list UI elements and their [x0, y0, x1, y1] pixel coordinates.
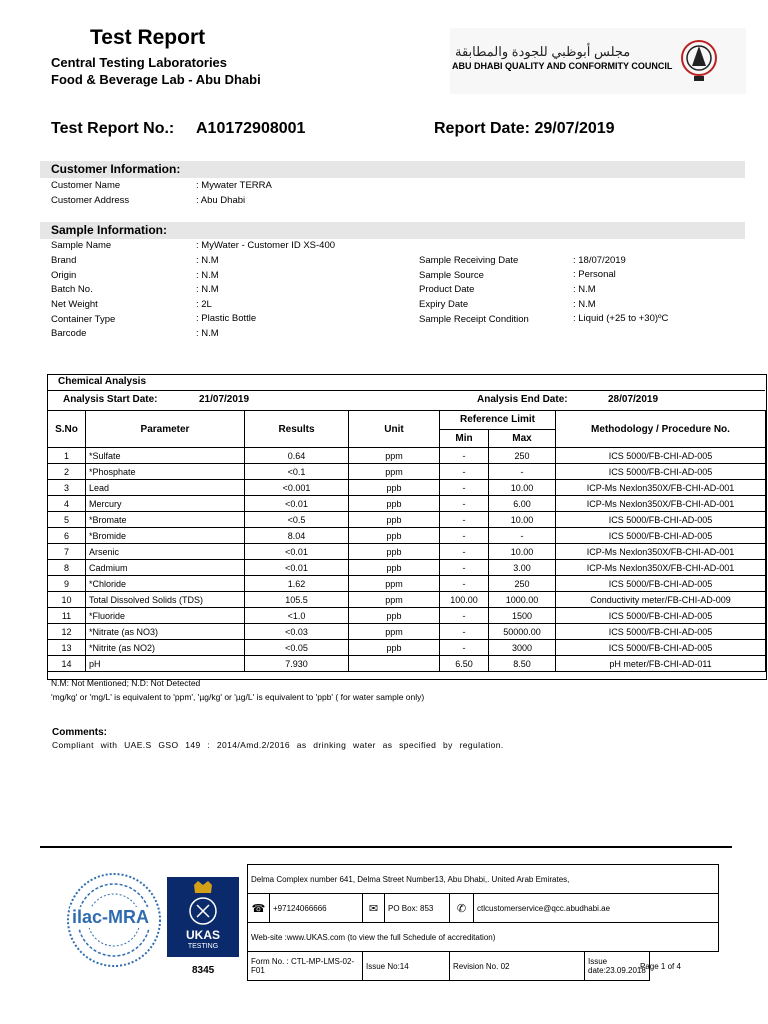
cell: ICS 5000/FB-CHI-AD-005 [556, 528, 766, 544]
cell: ppb [349, 640, 440, 656]
footer-phone: +97124066666 [270, 894, 363, 923]
sample-right-label: Expiry Date [419, 299, 469, 310]
cell: - [440, 560, 489, 576]
footer-form-no: Form No. : CTL-MP-LMS-02-F01 [248, 952, 363, 981]
cell: ICP-Ms Nexlon350X/FB-CHI-AD-001 [556, 496, 766, 512]
sample-left-label: Brand [51, 255, 77, 266]
cell: - [440, 608, 489, 624]
cell: - [440, 576, 489, 592]
cell: 6.50 [440, 656, 489, 672]
cell: 8.50 [489, 656, 556, 672]
cell: 1000.00 [489, 592, 556, 608]
mail-icon: ✆ [450, 894, 474, 923]
col-sno: S.No [48, 411, 86, 448]
cell: - [440, 464, 489, 480]
table-row [48, 576, 766, 592]
sample-right-value: : N.M [573, 299, 596, 310]
sample-left-value: : N.M [196, 328, 219, 339]
cell: 2 [48, 464, 86, 480]
cell: ICS 5000/FB-CHI-AD-005 [556, 512, 766, 528]
cell: <0.001 [245, 480, 349, 496]
cell: ICS 5000/FB-CHI-AD-005 [556, 640, 766, 656]
customer-address-label: Customer Address [51, 195, 130, 206]
cell: ppb [349, 528, 440, 544]
sample-left-value: : N.M [196, 255, 219, 266]
col-results: Results [245, 411, 349, 448]
falcon-emblem-icon [680, 36, 718, 84]
analysis-end-label: Analysis End Date: [477, 394, 568, 405]
sample-left-label: Container Type [51, 314, 116, 325]
cell: Conductivity meter/FB-CHI-AD-009 [556, 592, 766, 608]
cell: *Sulfate [86, 448, 245, 464]
cell: 13 [48, 640, 86, 656]
cell: *Nitrite (as NO2) [86, 640, 245, 656]
customer-info-band [40, 161, 745, 178]
cell: <0.05 [245, 640, 349, 656]
cell: 8.04 [245, 528, 349, 544]
sample-left-value: : Plastic Bottle [196, 313, 257, 324]
report-date-value: 29/07/2019 [534, 120, 615, 137]
cell: 10.00 [489, 512, 556, 528]
envelope-icon: ✉ [363, 894, 385, 923]
table-row [48, 624, 766, 640]
cell: ICS 5000/FB-CHI-AD-005 [556, 448, 766, 464]
customer-address-value: : Abu Dhabi [196, 195, 246, 206]
cell: 3 [48, 480, 86, 496]
cell: 1500 [489, 608, 556, 624]
cell: ICS 5000/FB-CHI-AD-005 [556, 576, 766, 592]
cell: ppb [349, 544, 440, 560]
cell: *Nitrate (as NO3) [86, 624, 245, 640]
sample-left-value: : 2L [196, 299, 212, 310]
footer-po-box: PO Box: 853 [385, 894, 450, 923]
customer-name-label: Customer Name [51, 180, 121, 191]
cell: ICS 5000/FB-CHI-AD-005 [556, 608, 766, 624]
sample-left-value: : N.M [196, 284, 219, 295]
sample-left-value: : N.M [196, 270, 219, 281]
ukas-number: 8345 [192, 965, 215, 976]
table-row [48, 656, 766, 672]
table-row [48, 512, 766, 528]
sample-left-label: Barcode [51, 328, 87, 339]
report-date [434, 120, 615, 138]
cell: *Bromide [86, 528, 245, 544]
cell: Total Dissolved Solids (TDS) [86, 592, 245, 608]
cell: Lead [86, 480, 245, 496]
cell: - [440, 528, 489, 544]
sample-left-label: Origin [51, 270, 77, 281]
cell: ppm [349, 592, 440, 608]
unit-equivalence-note: 'mg/kg' or 'mg/L' is equivalent to 'ppm', 'µg/kg' or 'µg/L' is equivalent to 'ppb' ( for water sample only) [51, 692, 425, 702]
cell: ICS 5000/FB-CHI-AD-005 [556, 624, 766, 640]
cell: ICS 5000/FB-CHI-AD-005 [556, 464, 766, 480]
lab-name: Central Testing Laboratories [51, 55, 228, 70]
col-max: Max [489, 429, 556, 448]
cell: - [440, 480, 489, 496]
footer-divider [40, 846, 732, 848]
results-table [47, 410, 766, 672]
col-parameter: Parameter [86, 411, 245, 448]
cell: <1.0 [245, 608, 349, 624]
cell: <0.03 [245, 624, 349, 640]
cell: ppb [349, 512, 440, 528]
cell: *Bromate [86, 512, 245, 528]
cell: 5 [48, 512, 86, 528]
ilac-mra-text: ilac-MRA [72, 907, 150, 927]
cell: 10.00 [489, 544, 556, 560]
cell: - [489, 528, 556, 544]
cell: ppb [349, 560, 440, 576]
cell: 250 [489, 448, 556, 464]
footer-email[interactable]: ctlcustomerservice@qcc.abudhabi.ae [474, 894, 719, 923]
cell: 7 [48, 544, 86, 560]
cell: ppb [349, 480, 440, 496]
cell: 3000 [489, 640, 556, 656]
cell: ICP-Ms Nexlon350X/FB-CHI-AD-001 [556, 544, 766, 560]
sample-right-value: : N.M [573, 284, 596, 295]
cell: 100.00 [440, 592, 489, 608]
cell [349, 656, 440, 672]
cell: <0.01 [245, 544, 349, 560]
report-no-label: Test Report No.: [51, 120, 175, 137]
cell: - [440, 544, 489, 560]
divider [47, 390, 765, 391]
cell: 9 [48, 576, 86, 592]
comments-text: Compliant with UAE.S GSO 149 : 2014/Amd.2/2016 as drinking water as specified by regulation. [52, 740, 504, 750]
sample-right-label: Product Date [419, 284, 475, 295]
cell: pH meter/FB-CHI-AD-011 [556, 656, 766, 672]
table-row [48, 496, 766, 512]
cell: ppm [349, 448, 440, 464]
table-row [48, 560, 766, 576]
cell: *Fluoride [86, 608, 245, 624]
report-no-value: A10172908001 [196, 120, 306, 137]
sample-right-value: : Liquid (+25 to +30)ºC [573, 313, 669, 324]
cell: 1 [48, 448, 86, 464]
sample-left-value: : MyWater - Customer ID XS-400 [196, 240, 336, 251]
sample-right-value: : 18/07/2019 [573, 255, 626, 266]
cell: 8 [48, 560, 86, 576]
analysis-start-label: Analysis Start Date: [63, 394, 158, 405]
cell: - [440, 496, 489, 512]
lab-division: Food & Beverage Lab - Abu Dhabi [51, 72, 261, 87]
cell: 14 [48, 656, 86, 672]
col-unit: Unit [349, 411, 440, 448]
footer-page: Page 1 of 4 [640, 962, 681, 971]
col-reference-limit: Reference Limit [440, 411, 556, 430]
footer-issue-no: Issue No:14 [363, 952, 450, 981]
col-min: Min [440, 429, 489, 448]
cell: Mercury [86, 496, 245, 512]
col-method: Methodology / Procedure No. [556, 411, 766, 448]
sample-info-band [40, 222, 745, 239]
table-row [48, 528, 766, 544]
cell: Cadmium [86, 560, 245, 576]
cell: 250 [489, 576, 556, 592]
cell: 3.00 [489, 560, 556, 576]
table-row [48, 608, 766, 624]
phone-icon: ☎ [248, 894, 270, 923]
cell: 6.00 [489, 496, 556, 512]
cell: 10 [48, 592, 86, 608]
sample-right-value: : Personal [573, 269, 616, 280]
cell: 11 [48, 608, 86, 624]
table-row [48, 592, 766, 608]
table-row [48, 464, 766, 480]
customer-name-value: : Mywater TERRA [196, 180, 272, 191]
ukas-logo-icon [167, 877, 239, 957]
cell: ppm [349, 624, 440, 640]
footer-issue-date: Issue date:23.09.2018 [585, 952, 650, 981]
sample-right-label: Sample Receiving Date [419, 255, 519, 266]
council-arabic-name: مجلس أبوظبي للجودة والمطابقة [455, 44, 631, 59]
analysis-end-value: 28/07/2019 [608, 394, 659, 405]
cell: <0.01 [245, 496, 349, 512]
cell: - [440, 448, 489, 464]
cell: - [489, 464, 556, 480]
cell: ICP-Ms Nexlon350X/FB-CHI-AD-001 [556, 480, 766, 496]
cell: ICP-Ms Nexlon350X/FB-CHI-AD-001 [556, 560, 766, 576]
cell: Arsenic [86, 544, 245, 560]
cell: - [440, 512, 489, 528]
comments-heading: Comments: [52, 727, 108, 738]
analysis-start-value: 21/07/2019 [199, 394, 250, 405]
table-row [48, 544, 766, 560]
cell: 4 [48, 496, 86, 512]
cell: - [440, 624, 489, 640]
cell: *Chloride [86, 576, 245, 592]
council-name: ABU DHABI QUALITY AND CONFORMITY COUNCIL [452, 61, 673, 71]
abbreviation-note: N.M: Not Mentioned; N.D: Not Detected [51, 678, 201, 688]
ukas-text: UKAS [185, 928, 220, 942]
footer-website[interactable]: Web-site :www.UKAS.com (to view the full Schedule of accreditation) [248, 923, 719, 952]
cell: - [440, 640, 489, 656]
footer-address: Delma Complex number 641, Delma Street Number13, Abu Dhabi,. United Arab Emirates, [248, 865, 719, 894]
sample-right-label: Sample Receipt Condition [419, 314, 529, 325]
cell: ppm [349, 464, 440, 480]
sample-left-label: Batch No. [51, 284, 93, 295]
cell: 1.62 [245, 576, 349, 592]
cell: 7.930 [245, 656, 349, 672]
report-title: Test Report [90, 26, 206, 49]
table-row [48, 480, 766, 496]
chemical-analysis-heading: Chemical Analysis [58, 376, 147, 387]
cell: 50000.00 [489, 624, 556, 640]
cell: <0.1 [245, 464, 349, 480]
report-date-label: Report Date: [434, 120, 531, 137]
cell: 12 [48, 624, 86, 640]
cell: *Phosphate [86, 464, 245, 480]
table-header-row [48, 411, 766, 430]
cell: ppm [349, 576, 440, 592]
sample-info-heading: Sample Information: [51, 223, 168, 237]
sample-right-label: Sample Source [419, 270, 484, 281]
cell: <0.5 [245, 512, 349, 528]
cell: 10.00 [489, 480, 556, 496]
ukas-subtext: TESTING [187, 943, 219, 950]
table-row [48, 448, 766, 464]
cell: pH [86, 656, 245, 672]
cell: 105.5 [245, 592, 349, 608]
cell: 0.64 [245, 448, 349, 464]
table-row [48, 640, 766, 656]
cell: ppb [349, 608, 440, 624]
cell: <0.01 [245, 560, 349, 576]
sample-left-label: Net Weight [51, 299, 98, 310]
cell: 6 [48, 528, 86, 544]
customer-info-heading: Customer Information: [51, 162, 181, 176]
footer-revision: Revision No. 02 [450, 952, 585, 981]
cell: ppb [349, 496, 440, 512]
sample-left-label: Sample Name [51, 240, 112, 251]
